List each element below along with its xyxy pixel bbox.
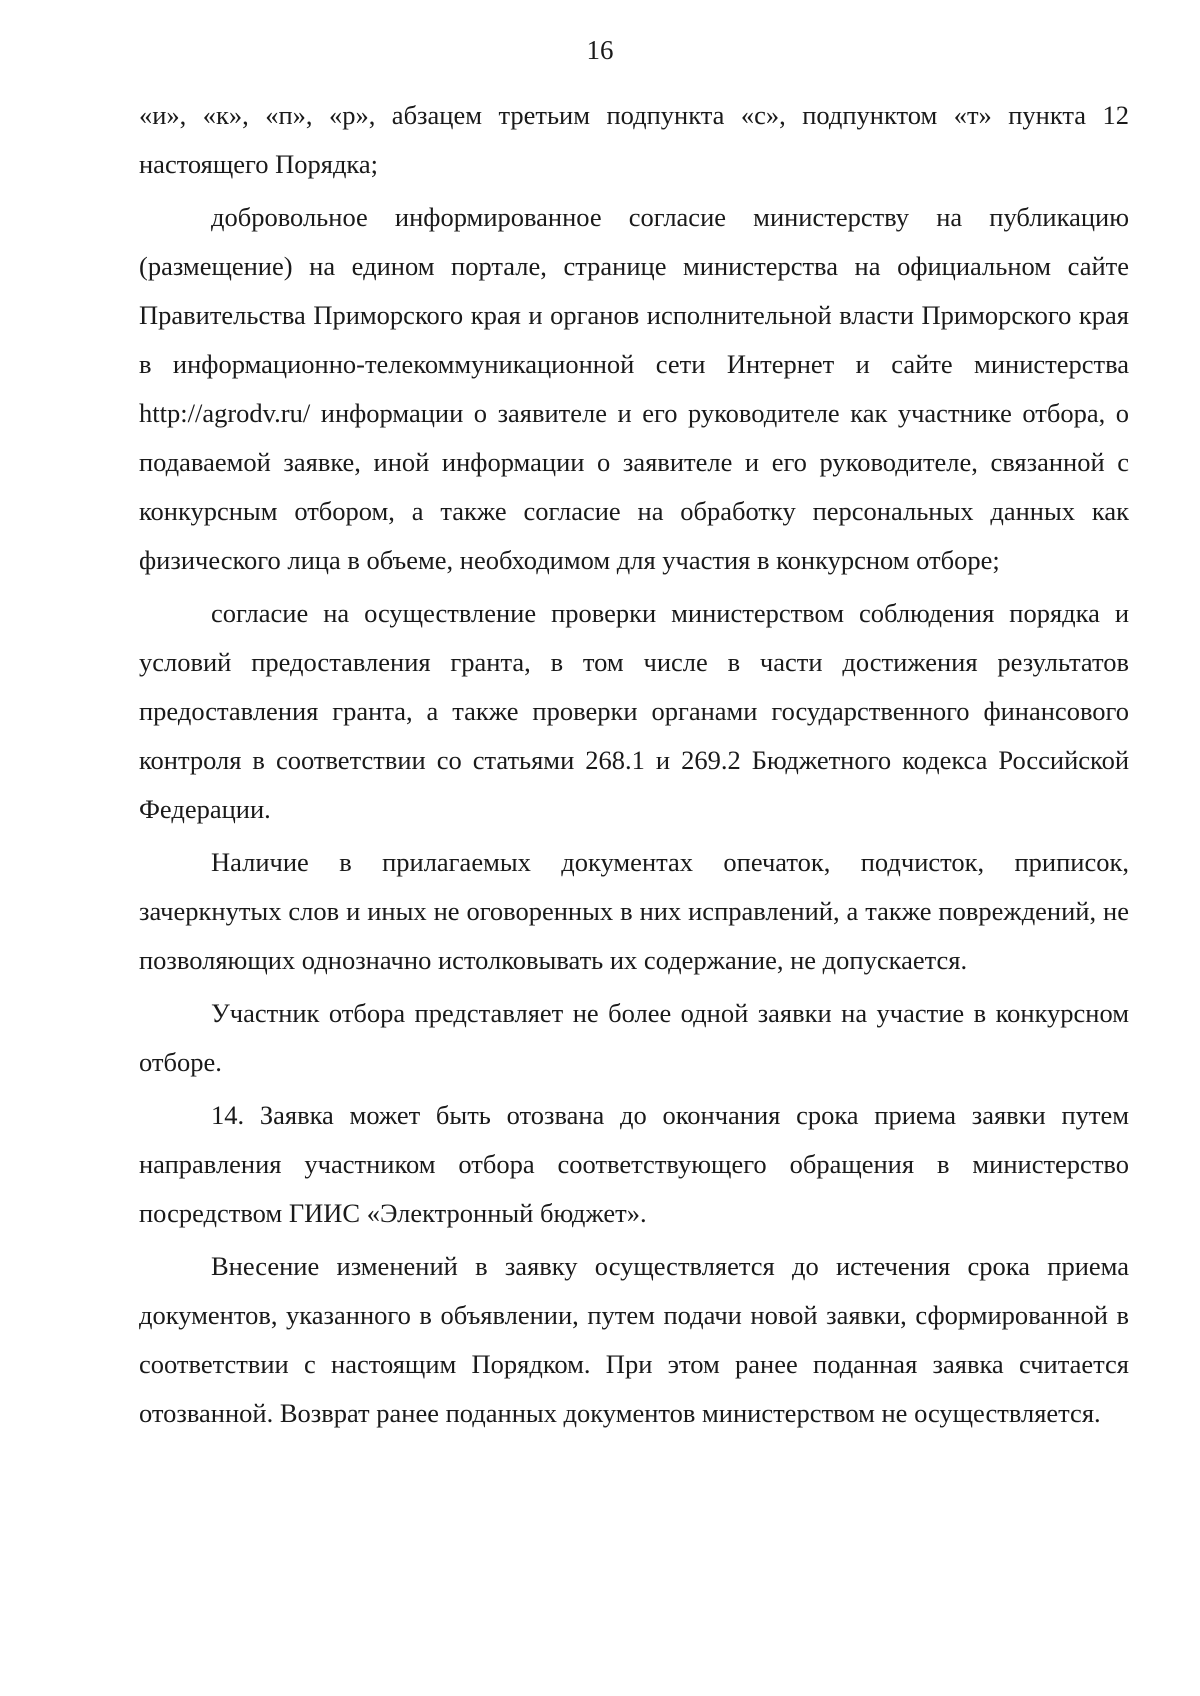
paragraph-item-14-withdrawal: 14. Заявка может быть отозвана до окончания срока приема заявки путем направления участником отбора соответствующего обращения в министерство посредством ГИИС «Электронный бюджет». bbox=[139, 1100, 1129, 1228]
paragraph-continuation: «и», «к», «п», «р», абзацем третьим подпункта «с», подпунктом «т» пункта 12 настоящего Порядка; bbox=[139, 100, 1129, 179]
paragraph-publication-consent: добровольное информированное согласие министерству на публикацию (размещение) на едином портале, странице министерства на официальном сайте Правительства Приморского края и органов исполнительной власти Приморского края в информационно-телекоммуникационной сети Интернет и сайте министерства http://agrodv.ru/ информации о заявителе и его руководителе как участнике отбора, о подаваемой заявке, иной информации о заявителе и его руководителе, связанной с конкурсным отбором, а также согласие на обработку персональных данных как физического лица в объеме, необходимом для участия в конкурсном отборе; bbox=[139, 202, 1129, 575]
paragraph-no-corrections: Наличие в прилагаемых документах опечаток, подчисток, приписок, зачеркнутых слов и иных не оговоренных в них исправлений, а также повреждений, не позволяющих однозначно истолковывать их содержание, не допускается. bbox=[139, 847, 1129, 975]
page-number: 16 bbox=[586, 35, 614, 65]
document-body bbox=[139, 91, 1129, 1438]
paragraph-single-application: Участник отбора представляет не более одной заявки на участие в конкурсном отборе. bbox=[139, 998, 1129, 1077]
paragraph-inspection-consent: согласие на осуществление проверки министерством соблюдения порядка и условий предоставления гранта, в том числе в части достижения результатов предоставления гранта, а также проверки органами государственного финансового контроля в соответствии со статьями 268.1 и 269.2 Бюджетного кодекса Российской Федерации. bbox=[139, 598, 1129, 824]
paragraph-amendments: Внесение изменений в заявку осуществляется до истечения срока приема документов, указанного в объявлении, путем подачи новой заявки, сформированной в соответствии с настоящим Порядком. При этом ранее поданная заявка считается отозванной. Возврат ранее поданных документов министерством не осуществляется. bbox=[139, 1251, 1129, 1428]
